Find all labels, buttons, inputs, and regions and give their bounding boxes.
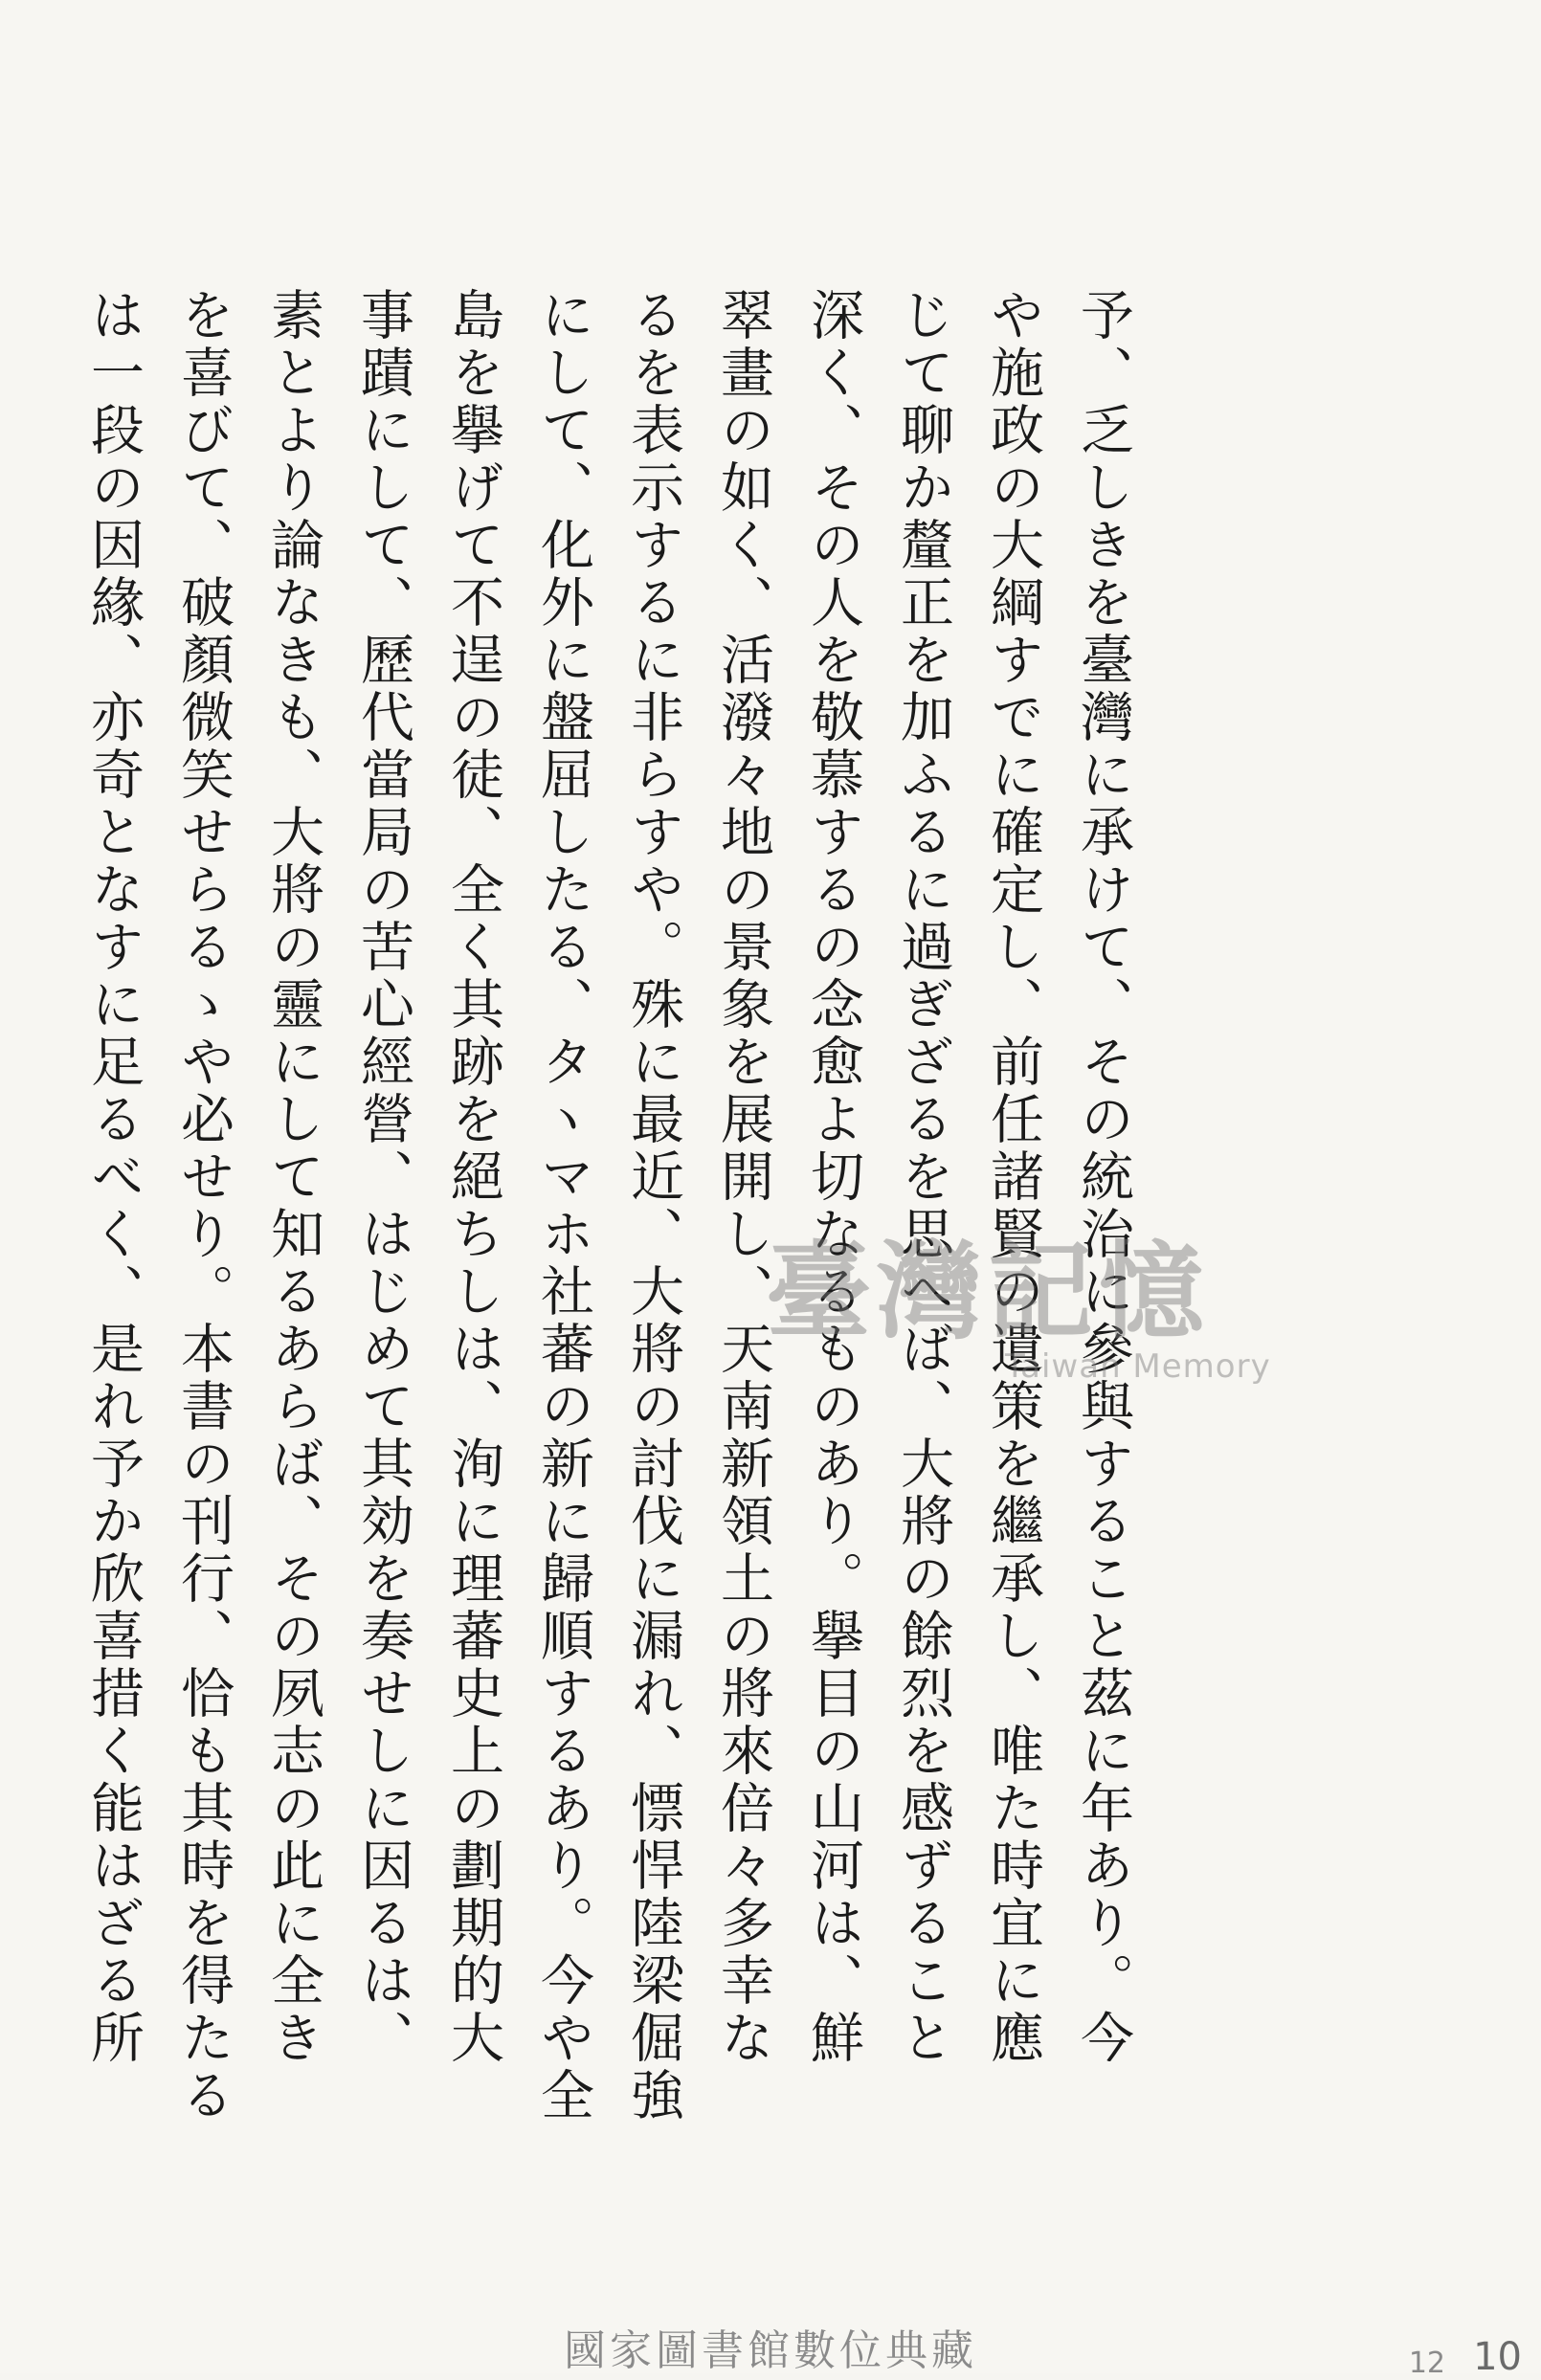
text-column-4: 深く、その人を敬慕するの念愈よ切なるものあり。擧目の山河は、鮮 — [802, 287, 864, 2067]
text-column-3: じて聊か釐正を加ふるに過ぎざるを思へば、大將の餘烈を感ずること — [892, 287, 954, 2067]
text-column-6: るを表示するに非らすや。殊に最近、大將の討伐に漏れ、慓悍陸梁倔強 — [622, 287, 684, 2124]
text-column-9: 事蹟にして、歷代當局の苦心經營、はじめて其効を奏せしに因るは、 — [352, 287, 414, 2067]
page-number: 10 — [1473, 2335, 1522, 2379]
text-column-10: 素とより論なきも、大將の靈にして知るあらば、その夙志の此に全き — [262, 287, 324, 2067]
text-column-8: 島を擧げて不逞の徒、全く其跡を絕ちしは、洵に理蕃史上の劃期的大 — [442, 287, 504, 2067]
secondary-page-number: 12 — [1408, 2347, 1445, 2380]
text-column-2: や施政の大綱すでに確定し、前任諸賢の遺策を繼承し、唯た時宜に應 — [982, 287, 1044, 2067]
watermark-en-text: Taiwan Memory — [1005, 1347, 1271, 1386]
text-column-7: にして、化外に盤屈したる、タヽマホ社蕃の新に歸順するあり。今や全 — [532, 287, 594, 2124]
watermark-cjk-text: 臺灣記憶 — [766, 1231, 1210, 1353]
text-column-12: は一段の因緣、亦奇となすに足るべく、是れ予か欣喜措く能はざる所 — [82, 287, 145, 2067]
text-column-5: 翠畫の如く、活潑々地の景象を展開し、天南新領土の將來倍々多幸な — [712, 287, 774, 2067]
vertical-text-body — [77, 287, 1139, 2134]
text-column-11: を喜びて、破顏微笑せらるゝや必せり。本書の刊行、恰も其時を得たる — [172, 287, 234, 2124]
footer-collection-label: 國家圖書館數位典藏 — [564, 2326, 977, 2375]
text-column-1: 予、乏しきを臺灣に承けて、その統治に參與すること茲に年あり。今 — [1072, 287, 1134, 2067]
